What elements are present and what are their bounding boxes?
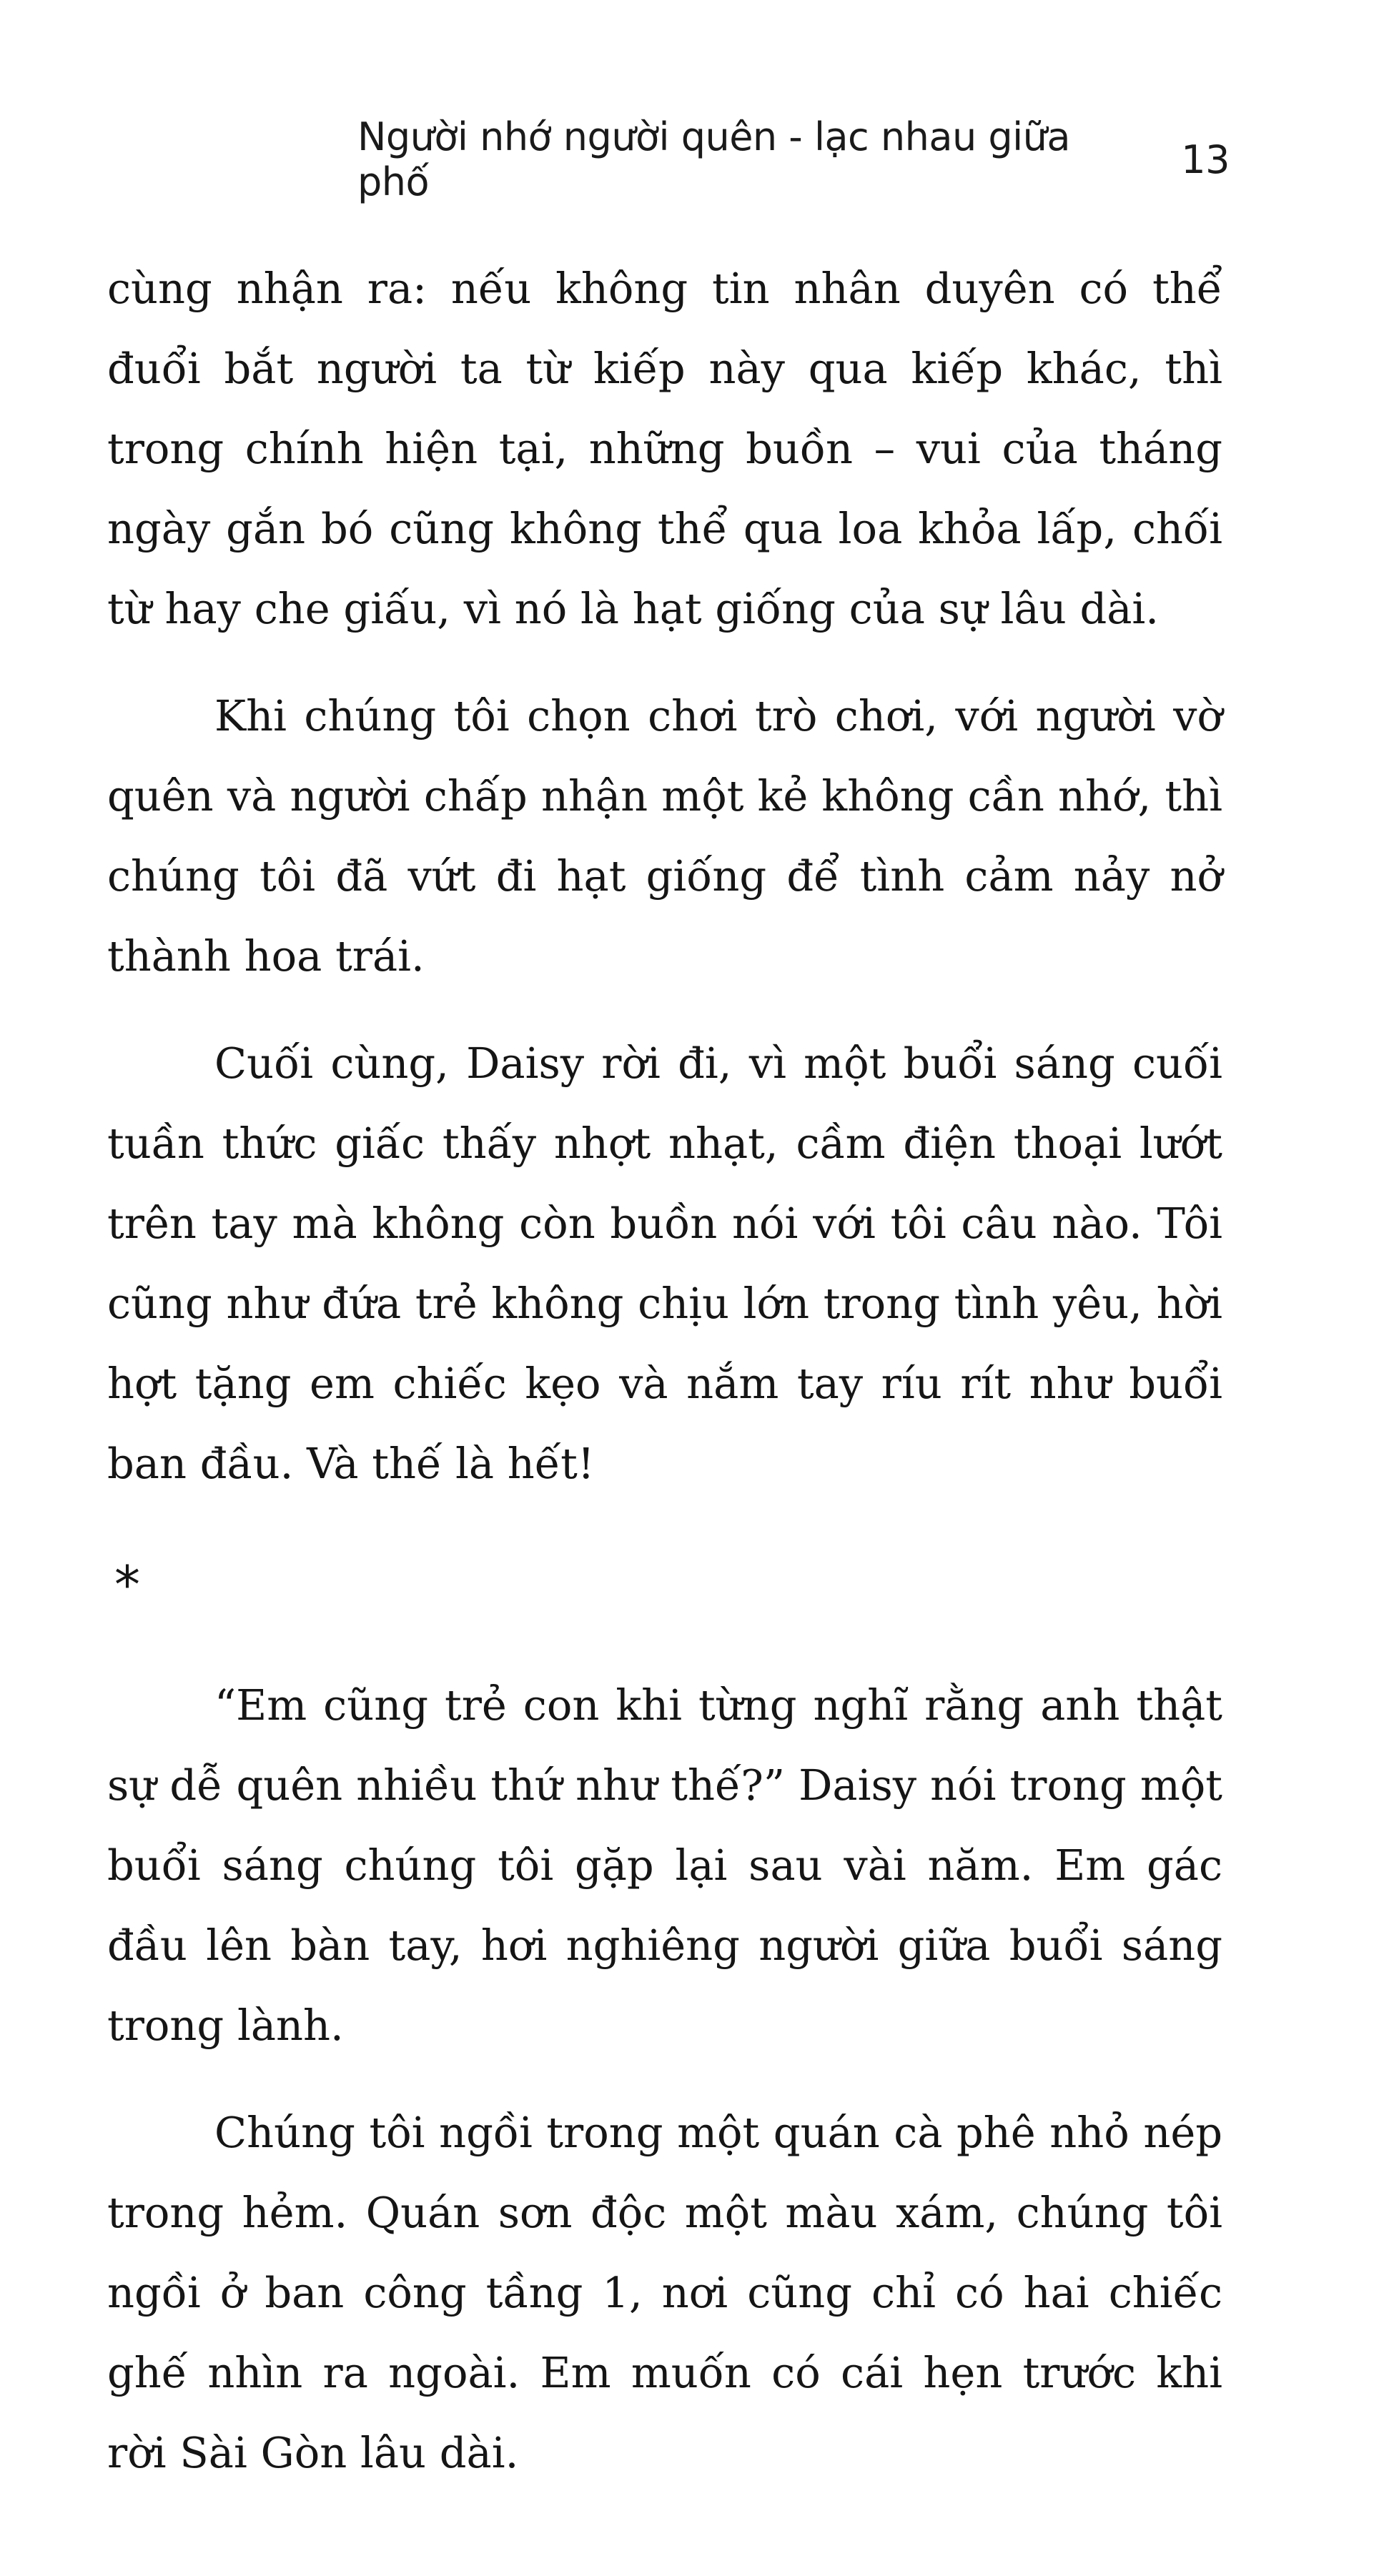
section-break-asterisk: *: [114, 1555, 140, 1615]
page-number: 13: [1181, 137, 1230, 182]
paragraph: Cuối cùng, Daisy rời đi, vì một buổi sáng cuối tuần thức giấc thấy nhợt nhạt, cầm điện thoại lướt trên tay mà không còn buồn nói với tôi câu nào. Tôi cũng như đứa trẻ không chịu lớn trong tình yêu, hời hợt tặng em chiếc kẹo và nắm tay ríu rít như buổi ban đầu. Và thế là hết!: [107, 1039, 1222, 1488]
running-title: Người nhớ người quên - lạc nhau giữa phố: [357, 114, 1070, 204]
paragraph: Chúng tôi ngồi trong một quán cà phê nhỏ nép trong hẻm. Quán sơn độc một màu xám, chúng tôi ngồi ở ban công tầng 1, nơi cũng chỉ có hai chiếc ghế nhìn ra ngoài. Em muốn có cái hẹn trước khi rời Sài Gòn lâu dài.: [107, 2108, 1222, 2477]
running-header: [357, 114, 1230, 204]
body-text: [107, 249, 1222, 2520]
paragraph: “Em cũng trẻ con khi từng nghĩ rằng anh thật sự dễ quên nhiều thứ như thế?” Daisy nói trong một buổi sáng chúng tôi gặp lại sau vài năm. Em gác đầu lên bàn tay, hơi nghiêng người giữa buổi sáng trong lành.: [107, 1680, 1222, 2050]
paragraph-continued: cùng nhận ra: nếu không tin nhân duyên có thể đuổi bắt người ta từ kiếp này qua kiếp khác, thì trong chính hiện tại, những buồn – vui của tháng ngày gắn bó cũng không thể qua loa khỏa lấp, chối từ hay che giấu, vì nó là hạt giống của sự lâu dài.: [107, 264, 1222, 633]
paragraph: Khi chúng tôi chọn chơi trò chơi, với người vờ quên và người chấp nhận một kẻ không cần nhớ, thì chúng tôi đã vứt đi hạt giống để tình cảm nảy nở thành hoa trái.: [107, 691, 1222, 981]
